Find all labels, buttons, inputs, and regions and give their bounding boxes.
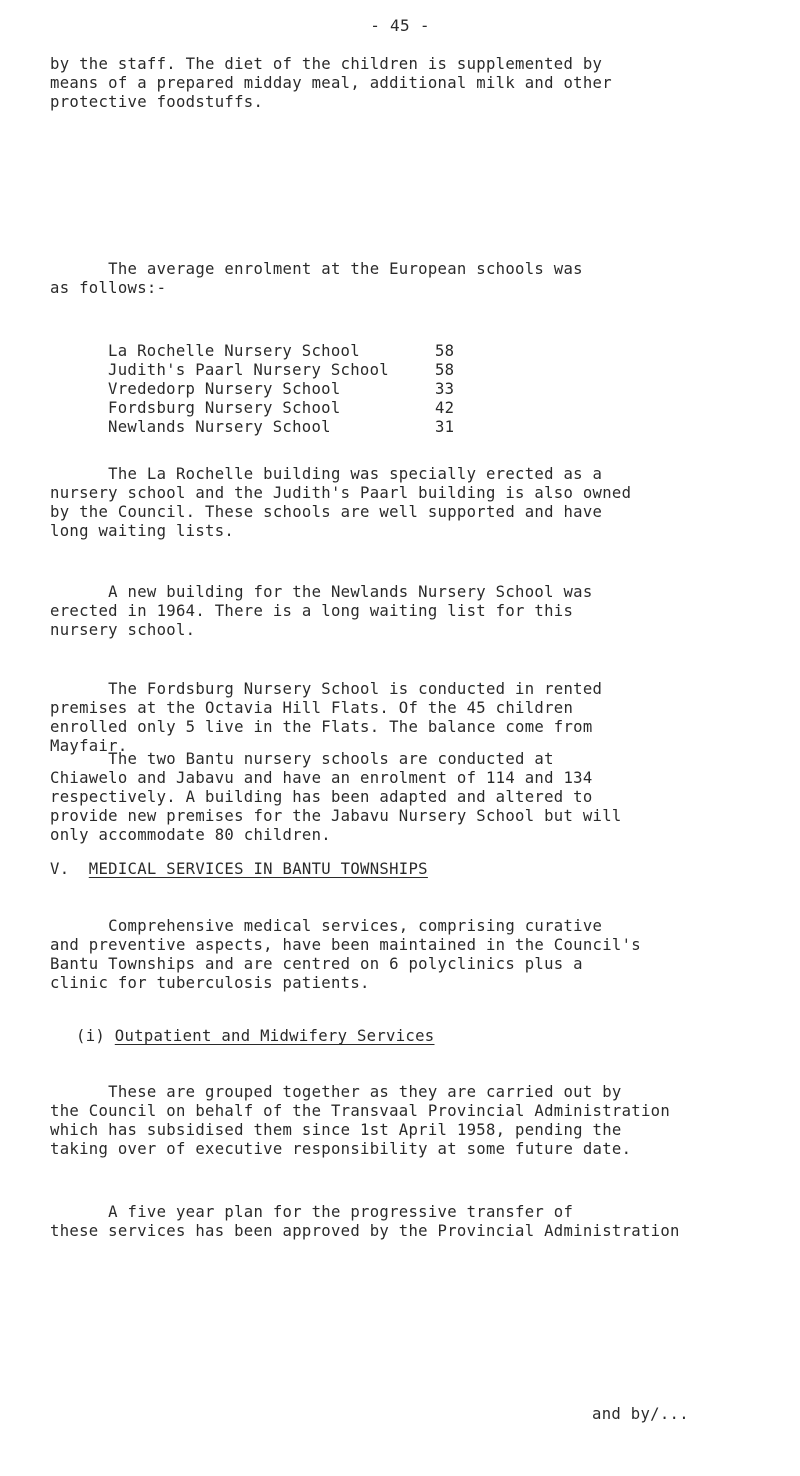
paragraph-la-rochelle bbox=[50, 465, 760, 541]
text-line: The La Rochelle building was specially erected as a bbox=[50, 465, 603, 483]
school-name: Vrededorp Nursery School bbox=[108, 380, 341, 398]
table-row bbox=[108, 361, 454, 380]
enrolment-count: 58 bbox=[434, 342, 455, 360]
paragraph-diet bbox=[50, 55, 760, 112]
paragraph-medical-services bbox=[50, 917, 760, 993]
section-number: V. bbox=[50, 860, 70, 878]
paragraph-bantu-nursery bbox=[50, 750, 760, 845]
school-name: Newlands Nursery School bbox=[108, 418, 331, 436]
text-line: long waiting lists. bbox=[50, 522, 235, 540]
text-line: premises at the Octavia Hill Flats. Of the 45 children bbox=[50, 699, 574, 717]
text-line: Chiawelo and Jabavu and have an enrolment of 114 and 134 bbox=[50, 769, 593, 787]
text-line: by the staff. The diet of the children is supplemented by bbox=[50, 55, 603, 73]
text-line: these services has been approved by the Provincial Administration bbox=[50, 1222, 680, 1240]
text-line: by the Council. These schools are well supported and have bbox=[50, 503, 603, 521]
text-line: only accommodate 80 children. bbox=[50, 826, 331, 844]
subsection-heading bbox=[76, 1027, 435, 1045]
paragraph-fordsburg bbox=[50, 680, 760, 756]
text-line: A new building for the Newlands Nursery School was bbox=[50, 583, 593, 601]
text-line: A five year plan for the progressive transfer of bbox=[50, 1203, 574, 1221]
text-line: Bantu Townships and are centred on 6 polyclinics plus a bbox=[50, 955, 583, 973]
enrolment-count: 33 bbox=[434, 380, 455, 398]
text-line: The two Bantu nursery schools are conducted at bbox=[50, 750, 554, 768]
text-line: Mayfair. bbox=[50, 737, 128, 755]
text-line: enrolled only 5 live in the Flats. The balance come from bbox=[50, 718, 593, 736]
text-line: which has subsidised them since 1st April 1958, pending the bbox=[50, 1121, 622, 1139]
text-line: The Fordsburg Nursery School is conducted in rented bbox=[50, 680, 603, 698]
text-line: These are grouped together as they are carried out by bbox=[50, 1083, 622, 1101]
paragraph-enrolment-intro bbox=[50, 260, 760, 298]
paragraph-outpatient bbox=[50, 1083, 760, 1159]
school-name: Fordsburg Nursery School bbox=[108, 399, 341, 417]
catchword: and by/... bbox=[592, 1405, 689, 1423]
section-title: MEDICAL SERVICES IN BANTU TOWNSHIPS bbox=[88, 860, 428, 878]
text-line: erected in 1964. There is a long waiting list for this bbox=[50, 602, 574, 620]
section-heading bbox=[50, 860, 428, 878]
school-name: La Rochelle Nursery School bbox=[108, 342, 360, 360]
text-line: provide new premises for the Jabavu Nursery School but will bbox=[50, 807, 622, 825]
enrolment-count: 42 bbox=[434, 399, 455, 417]
school-name: Judith's Paarl Nursery School bbox=[108, 361, 389, 379]
page-number: - 45 - bbox=[370, 16, 430, 35]
enrolment-table bbox=[108, 342, 454, 437]
text-line: nursery school and the Judith's Paarl building is also owned bbox=[50, 484, 632, 502]
paragraph-newlands bbox=[50, 583, 760, 640]
table-row bbox=[108, 342, 454, 361]
table-row bbox=[108, 418, 454, 437]
subsection-number: (i) bbox=[76, 1027, 106, 1045]
table-row bbox=[108, 380, 454, 399]
text-line: respectively. A building has been adapted and altered to bbox=[50, 788, 593, 806]
text-line: and preventive aspects, have been maintained in the Council's bbox=[50, 936, 641, 954]
text-line: nursery school. bbox=[50, 621, 196, 639]
subsection-title: Outpatient and Midwifery Services bbox=[114, 1027, 435, 1045]
table-row bbox=[108, 399, 454, 418]
text-line: means of a prepared midday meal, additional milk and other bbox=[50, 74, 612, 92]
text-line: taking over of executive responsibility at some future date. bbox=[50, 1140, 632, 1158]
paragraph-five-year-plan bbox=[50, 1203, 760, 1241]
text-line: Comprehensive medical services, comprising curative bbox=[50, 917, 603, 935]
text-line: The average enrolment at the European schools was bbox=[50, 260, 583, 278]
text-line: clinic for tuberculosis patients. bbox=[50, 974, 370, 992]
text-line: as follows:- bbox=[50, 279, 167, 297]
enrolment-count: 31 bbox=[434, 418, 455, 436]
enrolment-count: 58 bbox=[434, 361, 455, 379]
text-line: protective foodstuffs. bbox=[50, 93, 264, 111]
text-line: the Council on behalf of the Transvaal Provincial Administration bbox=[50, 1102, 671, 1120]
